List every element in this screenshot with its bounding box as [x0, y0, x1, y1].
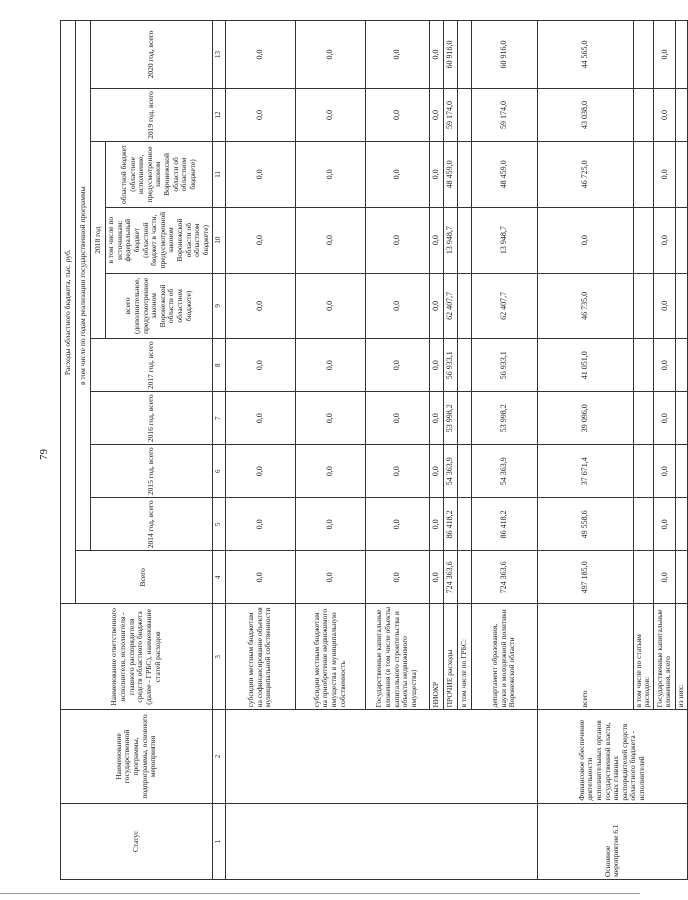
column-number: 5 — [212, 498, 225, 551]
value-cell: 0,0 — [295, 445, 365, 498]
value-cell: 56 933,1 — [471, 339, 537, 392]
value-cell — [675, 445, 687, 498]
value-cell: 0,0 — [295, 551, 365, 604]
bottom-rule — [0, 893, 640, 894]
header-2017: 2017 год, всего — [91, 339, 213, 392]
value-cell: 39 096,0 — [537, 392, 633, 445]
value-cell: 0,0 — [429, 207, 443, 273]
value-cell — [457, 498, 471, 551]
column-number: 4 — [212, 551, 225, 604]
value-cell: 0,0 — [225, 445, 295, 498]
value-cell: 0,0 — [295, 498, 365, 551]
table-row — [225, 21, 295, 880]
value-cell: 53 998,2 — [443, 392, 457, 445]
value-cell: 0,0 — [653, 207, 675, 273]
rotated-page — [38, 20, 685, 880]
value-cell — [633, 21, 653, 89]
value-cell: 0,0 — [225, 339, 295, 392]
column-number: 6 — [212, 445, 225, 498]
value-cell: 0,0 — [365, 142, 429, 208]
header-2014: 2014 год, всего — [91, 498, 213, 551]
value-cell: 0,0 — [537, 207, 633, 273]
value-cell — [675, 21, 687, 89]
value-cell — [457, 89, 471, 142]
expense-item-label: субсидии местным бюджетам на приобретение недвижимого имущества в муниципальную собственность — [295, 604, 365, 710]
value-cell: 86 418,2 — [443, 498, 457, 551]
value-cell: 0,0 — [365, 551, 429, 604]
value-cell: 0,0 — [429, 21, 443, 89]
value-cell: 0,0 — [225, 551, 295, 604]
value-cell: 0,0 — [225, 142, 295, 208]
value-cell — [633, 392, 653, 445]
value-cell: 0,0 — [295, 273, 365, 339]
value-cell: 62 407,7 — [471, 273, 537, 339]
value-cell: 0,0 — [365, 21, 429, 89]
value-cell: 0,0 — [653, 339, 675, 392]
value-cell: 54 363,9 — [443, 445, 457, 498]
table-row — [537, 21, 633, 880]
value-cell: 0,0 — [429, 445, 443, 498]
page-number: 79 — [38, 449, 50, 460]
value-cell: 46 735,0 — [537, 273, 633, 339]
value-cell: 59 174,0 — [443, 89, 457, 142]
expense-item-label: субсидии местным бюджетам на софинансирование объектов муниципальной собственности — [225, 604, 295, 710]
header-federal-text: федеральный бюджет (областной бюджет в части, предусмотренной законом Воронежской области об областном бюджете) — [123, 211, 210, 269]
column-number: 7 — [212, 392, 225, 445]
expense-item-label: в том числе по ГРБС: — [457, 604, 471, 710]
value-cell — [633, 273, 653, 339]
value-cell — [675, 89, 687, 142]
header-expenses-title: Расходы областного бюджета, тыс. руб. — [61, 21, 76, 604]
column-number-row — [212, 21, 225, 880]
value-cell: 0,0 — [295, 21, 365, 89]
value-cell: 0,0 — [429, 392, 443, 445]
value-cell: 48 459,0 — [471, 142, 537, 208]
expense-item-label: НИОКР — [429, 604, 443, 710]
header-total: Всего — [76, 551, 213, 604]
value-cell: 54 363,9 — [471, 445, 537, 498]
value-cell: 0,0 — [295, 89, 365, 142]
value-cell: 0,0 — [225, 89, 295, 142]
value-cell — [633, 498, 653, 551]
value-cell — [633, 207, 653, 273]
value-cell: 41 051,0 — [537, 339, 633, 392]
value-cell: 0,0 — [653, 445, 675, 498]
header-2020: 2020 год, всего — [91, 21, 213, 89]
value-cell: 48 459,0 — [443, 142, 457, 208]
header-status: Статус — [61, 803, 213, 879]
header-2019: 2019 год, всего — [91, 89, 213, 142]
value-cell — [457, 339, 471, 392]
value-cell: 37 671,4 — [537, 445, 633, 498]
column-number: 8 — [212, 339, 225, 392]
document-sheet — [38, 20, 685, 880]
expense-item-label: ПРОЧИЕ расходы — [443, 604, 457, 710]
value-cell: 53 998,2 — [471, 392, 537, 445]
value-cell: 49 558,6 — [537, 498, 633, 551]
value-cell: 0,0 — [653, 142, 675, 208]
value-cell: 60 916,0 — [443, 21, 457, 89]
value-cell — [675, 142, 687, 208]
budget-table — [60, 20, 688, 880]
value-cell: 0,0 — [365, 339, 429, 392]
column-number: 9 — [212, 273, 225, 339]
value-cell: 0,0 — [429, 89, 443, 142]
header-2018-regional: областной бюджет (областное исполнение, предусмотренное законом Воронежской области об областном бюджете) — [106, 142, 213, 208]
value-cell: 0,0 — [365, 445, 429, 498]
value-cell: 60 916,0 — [471, 21, 537, 89]
value-cell — [457, 207, 471, 273]
value-cell — [457, 142, 471, 208]
value-cell: 0,0 — [295, 392, 365, 445]
value-cell — [675, 339, 687, 392]
value-cell — [457, 445, 471, 498]
header-2018-group: 2018 год — [91, 142, 106, 339]
value-cell — [675, 207, 687, 273]
value-cell — [675, 551, 687, 604]
value-cell — [633, 551, 653, 604]
value-cell: 497 185,0 — [537, 551, 633, 604]
column-number: 13 — [212, 21, 225, 89]
header-2015: 2015 год, всего — [91, 445, 213, 498]
value-cell: 0,0 — [653, 273, 675, 339]
value-cell: 46 725,0 — [537, 142, 633, 208]
expense-item-label: в том числе по статьям расходов: — [633, 604, 653, 710]
value-cell: 0,0 — [429, 551, 443, 604]
column-number: 11 — [212, 142, 225, 208]
value-cell: 0,0 — [653, 498, 675, 551]
value-cell — [457, 21, 471, 89]
value-cell: 56 933,1 — [443, 339, 457, 392]
program-name-cell-empty — [225, 710, 537, 803]
value-cell: 0,0 — [295, 207, 365, 273]
value-cell: 0,0 — [365, 207, 429, 273]
value-cell: 0,0 — [225, 207, 295, 273]
value-cell: 0,0 — [365, 498, 429, 551]
value-cell: 0,0 — [653, 392, 675, 445]
value-cell: 0,0 — [225, 273, 295, 339]
value-cell: 44 565,0 — [537, 21, 633, 89]
expense-item-label: из них: — [675, 604, 687, 710]
column-number: 12 — [212, 89, 225, 142]
value-cell: 0,0 — [365, 273, 429, 339]
value-cell: 0,0 — [429, 339, 443, 392]
header-responsible: Наименование ответственного исполнителя, исполнителя - главного распорядителя средств областного бюджета (далее - ГРБС), наименование статей расходов — [61, 604, 213, 710]
value-cell: 0,0 — [225, 21, 295, 89]
expense-item-label: всего — [537, 604, 633, 710]
value-cell — [675, 498, 687, 551]
value-cell: 13 948,7 — [443, 207, 457, 273]
value-cell: 0,0 — [295, 339, 365, 392]
value-cell — [457, 392, 471, 445]
event-name: Финансовое обеспечение деятельности исполнительных органов государственной власти, иных главных распорядителей средств областного бюджета - исполнителей — [537, 710, 687, 803]
value-cell — [633, 89, 653, 142]
value-cell — [457, 273, 471, 339]
header-2016: 2016 год, всего — [91, 392, 213, 445]
value-cell: 0,0 — [653, 89, 675, 142]
value-cell: 0,0 — [429, 142, 443, 208]
header-in-that-number: в том числе по источникам: — [106, 216, 124, 264]
value-cell — [457, 551, 471, 604]
value-cell: 0,0 — [653, 551, 675, 604]
expense-item-label: Государственные капитальные вложения (в том числе объекты капитального строительства и объекты недвижимого имущества) — [365, 604, 429, 710]
value-cell: 43 038,0 — [537, 89, 633, 142]
value-cell: 724 363,6 — [471, 551, 537, 604]
expense-item-label: департамент образования, науки и молодежной политики Воронежской области — [471, 604, 537, 710]
value-cell: 0,0 — [429, 273, 443, 339]
value-cell: 86 418,2 — [471, 498, 537, 551]
value-cell: 0,0 — [295, 142, 365, 208]
value-cell: 59 174,0 — [471, 89, 537, 142]
value-cell — [633, 445, 653, 498]
value-cell: 0,0 — [365, 89, 429, 142]
header-2018-federal — [106, 207, 213, 273]
value-cell — [675, 273, 687, 339]
column-number: 1 — [212, 803, 225, 879]
value-cell: 0,0 — [429, 498, 443, 551]
value-cell: 62 407,7 — [443, 273, 457, 339]
status-cell-empty — [225, 803, 537, 879]
value-cell — [633, 142, 653, 208]
value-cell: 0,0 — [225, 392, 295, 445]
column-number: 10 — [212, 207, 225, 273]
header-program-name: Наименование государственной программы, подпрограммы, основного мероприятия — [61, 710, 213, 803]
value-cell: 13 948,7 — [471, 207, 537, 273]
value-cell: 724 363,6 — [443, 551, 457, 604]
value-cell: 0,0 — [225, 498, 295, 551]
value-cell — [675, 392, 687, 445]
header-by-year: в том числе по годам реализации государственной программы — [76, 21, 91, 551]
event-status: Основное мероприятие 6.1 — [537, 803, 687, 879]
header-2018-total: всего (дополнительное, предусмотренное законом Воронежской области об областном бюджете) — [106, 273, 213, 339]
expense-item-label: Государственные капитальные вложения, всего — [653, 604, 675, 710]
value-cell: 0,0 — [365, 392, 429, 445]
value-cell: 0,0 — [653, 21, 675, 89]
column-number: 3 — [212, 604, 225, 710]
column-number: 2 — [212, 710, 225, 803]
value-cell — [633, 339, 653, 392]
